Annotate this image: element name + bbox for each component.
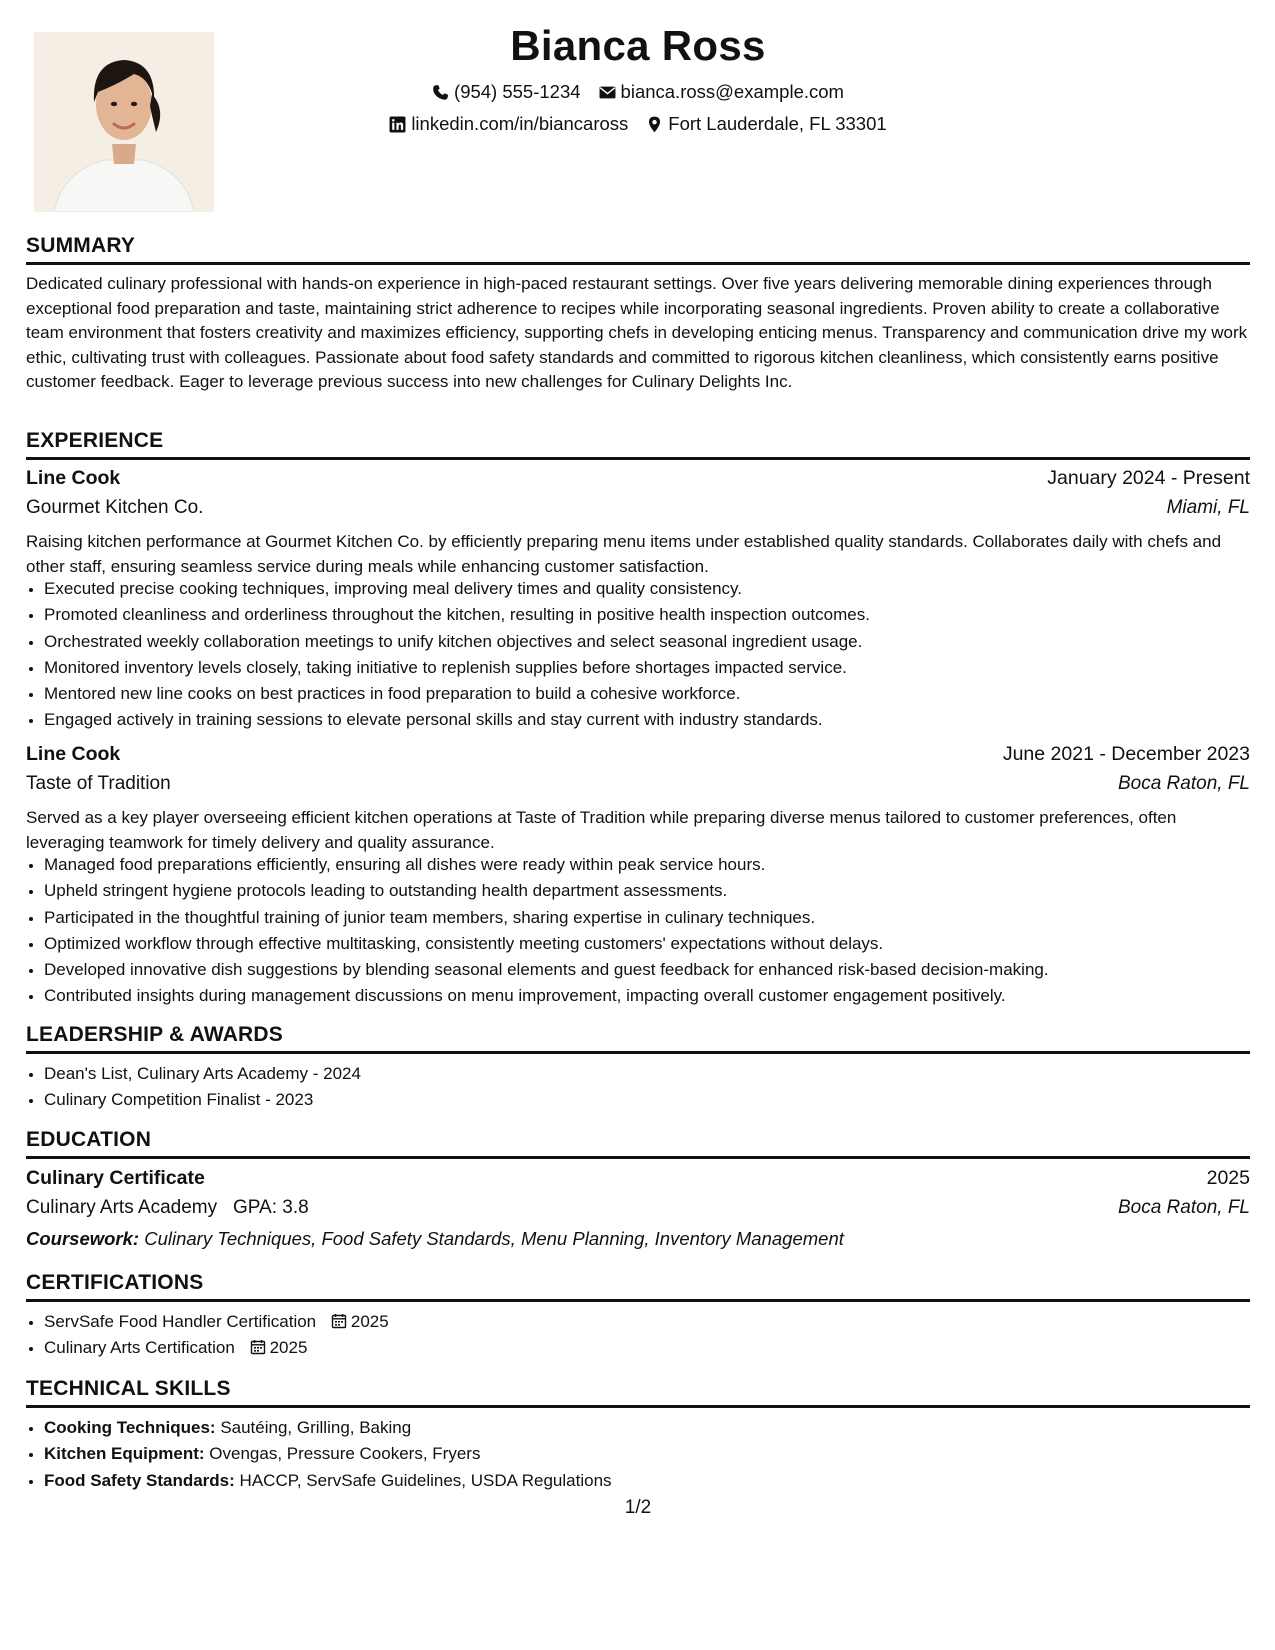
certification-year: 2025 [269,1338,308,1358]
certifications-list [26,1309,1268,1362]
list-item [44,1415,1268,1441]
page-number: 1/2 [624,1497,652,1518]
list-item: • Contributed insights during management discussions on menu improvement, impacting overall customer engagement positively. [44,983,1268,1009]
list-item: • Participated in the thoughtful training of junior team members, sharing expertise in culinary techniques. [44,905,1268,931]
skill-label: Kitchen Equipment: [44,1444,205,1464]
contact-row-primary [26,81,1250,103]
skills-heading: TECHNICAL SKILLS [26,1377,1250,1408]
skill-label: Cooking Techniques: [44,1418,216,1437]
list-item: • Upheld stringent hygiene protocols leading to outstanding health department assessments. [44,878,1268,904]
education-location: Boca Raton, FL [1117,1197,1250,1218]
linkedin-link[interactable]: linkedin.com/in/biancaross [411,113,629,134]
job-1-subheader [26,497,1250,519]
certification-name: Culinary Arts Certification [44,1338,235,1358]
phone-icon [432,84,449,101]
education-header [26,1167,1250,1190]
coursework-label: Coursework: [26,1228,140,1249]
job-1-company: Gourmet Kitchen Co. [26,497,204,518]
skill-value: Ovengas, Pressure Cookers, Fryers [209,1444,481,1464]
map-pin-icon [646,116,663,133]
list-item [44,1468,1268,1494]
list-item: • Dean's List, Culinary Arts Academy - 2024 [44,1061,1268,1087]
education-school-line [26,1197,309,1219]
job-1-bullets [26,576,1268,734]
calendar-icon [250,1339,266,1355]
job-2-header [26,743,1250,766]
job-2-subheader [26,773,1250,795]
candidate-name: Bianca Ross [510,22,766,69]
skill-value: Sautéing, Grilling, Baking [220,1418,412,1437]
job-1-location: Miami, FL [1166,497,1250,518]
list-item: • Mentored new line cooks on best practices in food preparation to build a cohesive workforce. [44,681,1268,707]
education-subheader [26,1197,1250,1219]
list-item: • Culinary Competition Finalist - 2023 [44,1087,1268,1113]
certification-name: ServSafe Food Handler Certification [44,1312,317,1331]
summary-heading: SUMMARY [26,234,1250,265]
job-1-title: Line Cook [26,467,121,489]
job-1-dates: January 2024 - Present [1047,467,1250,489]
certifications-heading: CERTIFICATIONS [26,1271,1250,1302]
job-1-header [26,467,1250,490]
skills-list [26,1415,1268,1494]
location-text: Fort Lauderdale, FL 33301 [668,113,887,134]
list-item: • Monitored inventory levels closely, taking initiative to replenish supplies before shortages impacted service. [44,655,1268,681]
contact-row-secondary [26,113,1250,135]
education-coursework [26,1227,1250,1252]
resume-page [26,0,1250,1650]
job-2-title: Line Cook [26,743,121,765]
list-item [44,1441,1268,1467]
contact-phone [432,81,581,103]
phone-number[interactable]: (954) 555-1234 [454,81,581,102]
education-year: 2025 [1206,1167,1250,1189]
list-item: • Orchestrated weekly collaboration meetings to unify kitchen objectives and select seasonal ingredient usage. [44,629,1268,655]
job-2-company: Taste of Tradition [26,773,171,794]
summary-text: Dedicated culinary professional with hands-on experience in high-paced restaurant settings. Over five years delivering memorable dining experiences through exceptional food preparation and taste, maintaining strict adherence to recipes while incorporating seasonal ingredients. Proven ability to create a collaborative team environment that fosters creativity and maximizes efficiency, supporting chefs in developing enticing menus. Transparency and communication drive my work ethic, cultivating trust with colleagues. Passionate about food safety standards and committed to rigorous kitchen cleanliness, which consistently earns positive customer feedback. Eager to leverage previous success into new challenges for Culinary Delights Inc. [26,274,1248,391]
list-item [44,1309,1268,1335]
skill-value: HACCP, ServSafe Guidelines, USDA Regulations [239,1470,612,1490]
list-item: • Managed food preparations efficiently, ensuring all dishes were ready within peak service hours. [44,852,1268,878]
education-heading: EDUCATION [26,1128,1250,1159]
email-link[interactable]: bianca.ross@example.com [620,81,844,102]
education-school: Culinary Arts Academy [26,1197,218,1218]
calendar-icon [331,1313,347,1329]
list-item: • Executed precise cooking techniques, improving meal delivery times and quality consistency. [44,576,1268,602]
contact-email [599,81,844,103]
job-2-dates: June 2021 - December 2023 [1002,743,1250,765]
experience-heading: EXPERIENCE [26,429,1250,460]
list-item: • Engaged actively in training sessions to elevate personal skills and stay current with industry standards. [44,707,1268,733]
coursework-text: Culinary Techniques, Food Safety Standards, Menu Planning, Inventory Management [144,1228,844,1249]
contact-location [646,113,886,135]
education-degree: Culinary Certificate [26,1167,205,1189]
job-2-bullets [26,852,1268,1010]
job-2-location: Boca Raton, FL [1117,773,1250,794]
skill-label: Food Safety Standards: [44,1470,235,1490]
job-2-description: Served as a key player overseeing efficient kitchen operations at Taste of Tradition while preparing diverse menus tailored to customer preferences, often leveraging teamwork for timely delivery and quality assurance. [26,808,1177,852]
job-1-description: Raising kitchen performance at Gourmet Kitchen Co. by efficiently preparing menu items under established quality standards. Collaborates daily with chefs and other staff, ensuring seamless service during meals while enhancing customer satisfaction. [26,532,1222,576]
list-item [44,1335,1268,1361]
linkedin-icon [389,116,406,133]
contact-linkedin [389,113,628,135]
list-item: • Developed innovative dish suggestions by blending seasonal elements and guest feedback for enhanced risk-based decision-making. [44,957,1268,983]
list-item: • Optimized workflow through effective multitasking, consistently meeting customers' expectations without delays. [44,931,1268,957]
education-gpa: GPA: 3.8 [232,1197,309,1218]
awards-list [26,1061,1268,1114]
certification-year: 2025 [350,1312,389,1331]
list-item: • Promoted cleanliness and orderliness throughout the kitchen, resulting in positive health inspection outcomes. [44,602,1268,628]
envelope-icon [599,84,616,101]
awards-heading: LEADERSHIP & AWARDS [26,1023,1250,1054]
